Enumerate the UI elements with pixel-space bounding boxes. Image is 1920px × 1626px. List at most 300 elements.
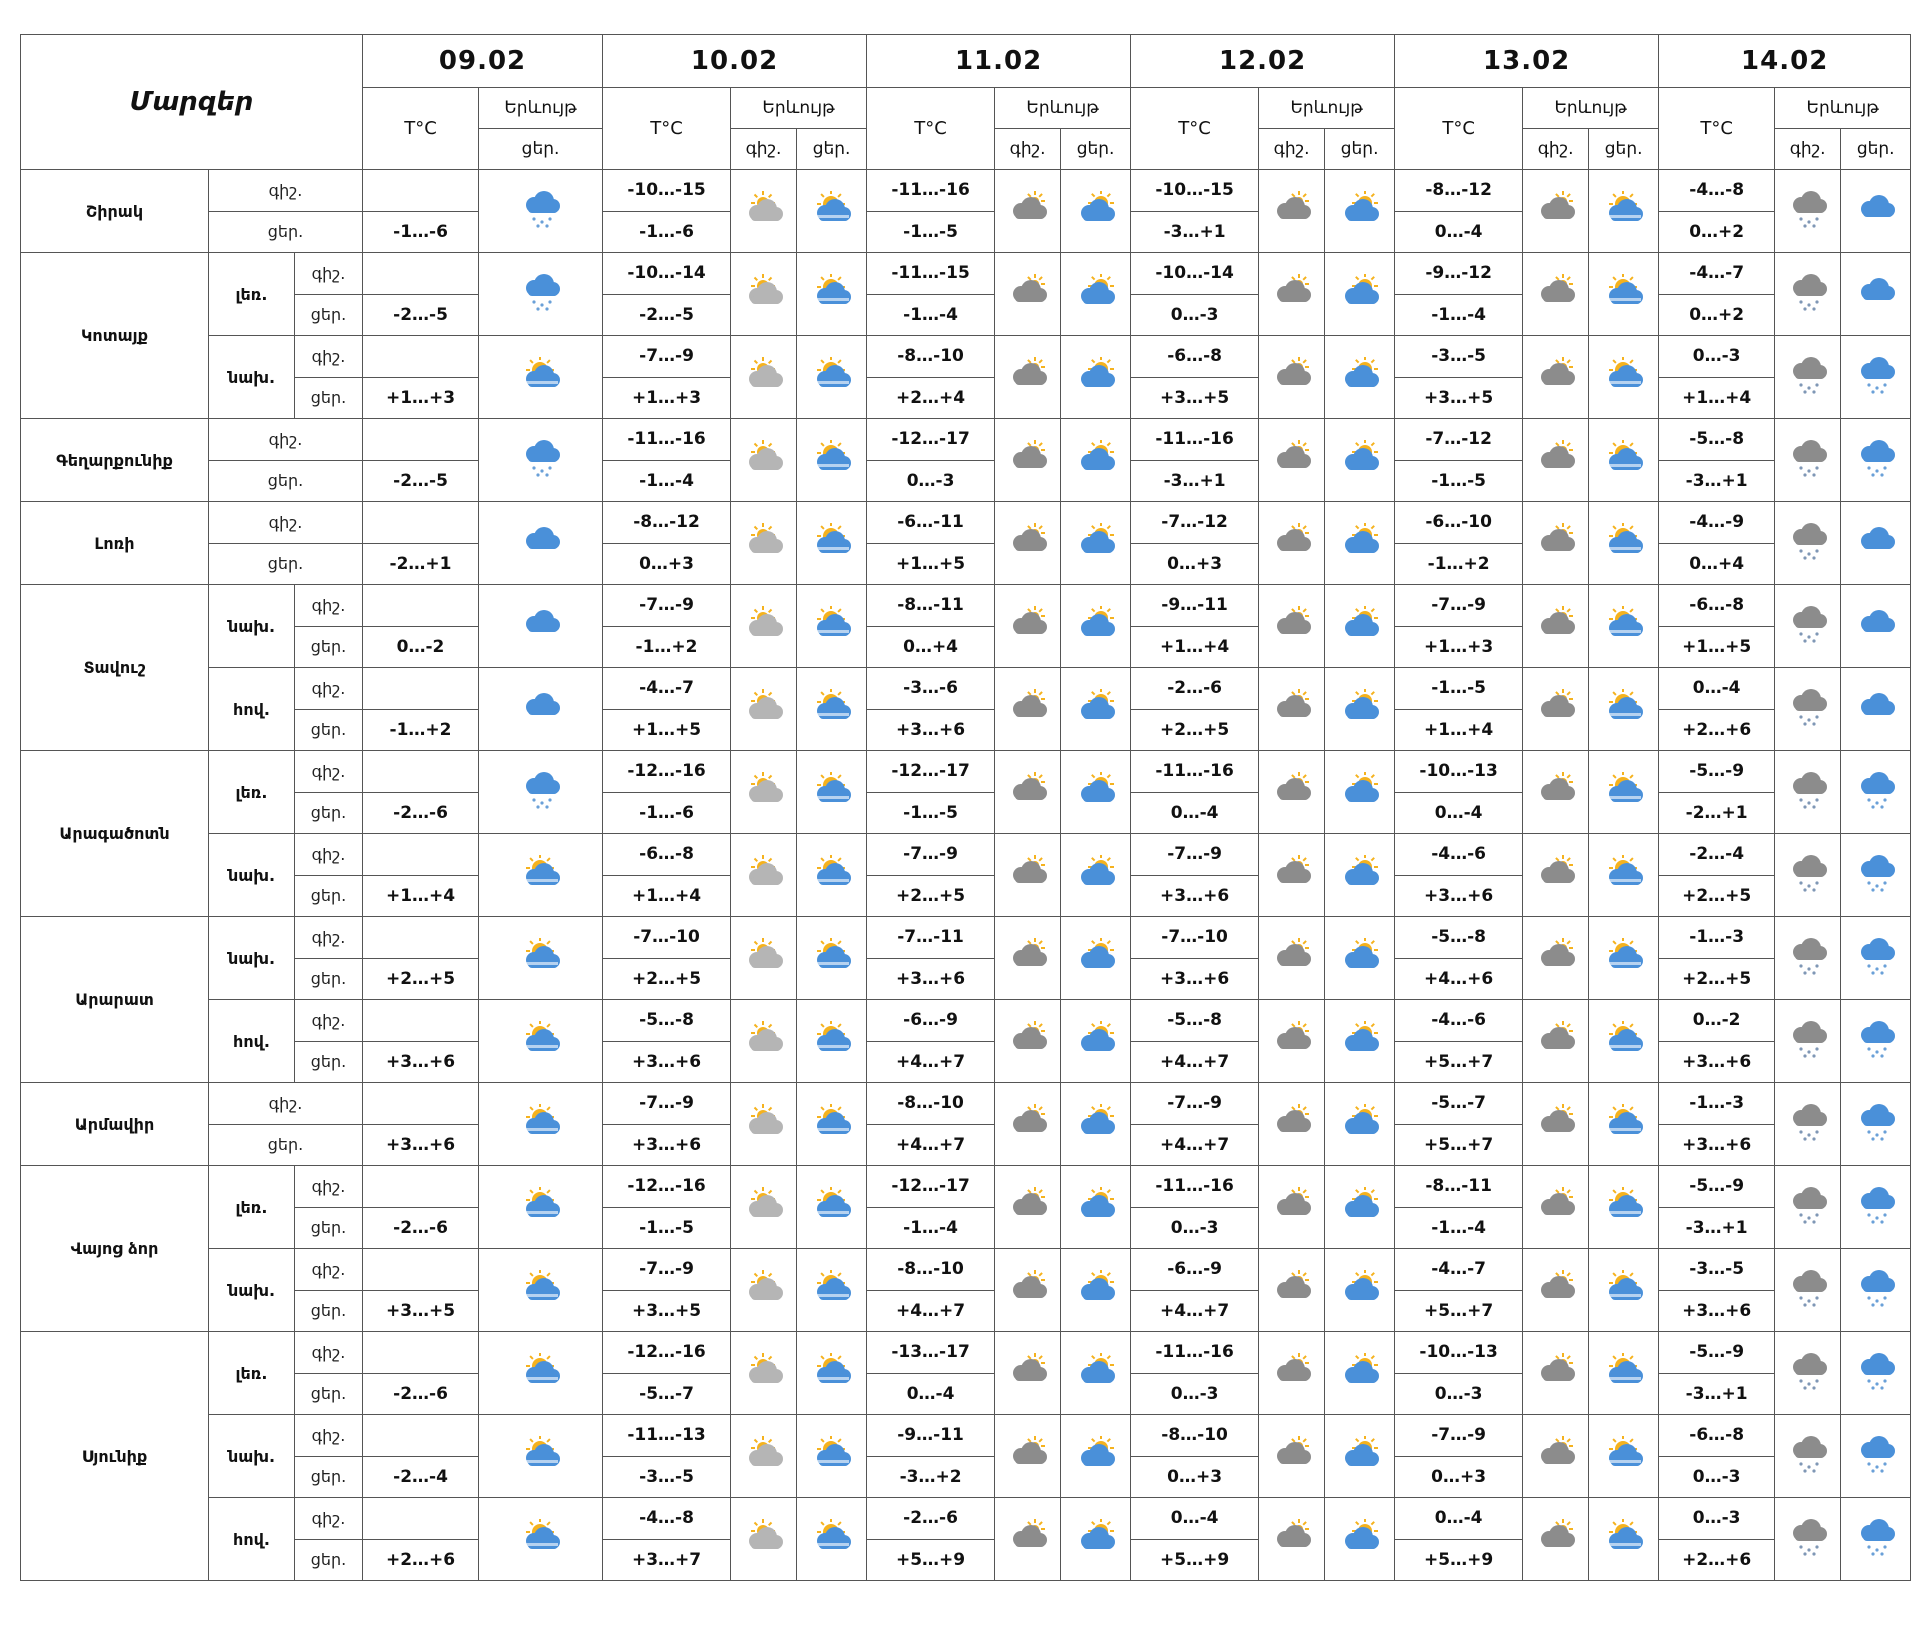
day-temp: -1…-4: [1395, 294, 1523, 336]
snow-cloud-icon: [1841, 1166, 1911, 1249]
sun-cloud-snow-icon: [1589, 170, 1659, 253]
sun-blue-cloud-icon: [1061, 419, 1131, 502]
night-temp: -8…-11: [1395, 1166, 1523, 1208]
grey-snow-cloud-icon: [1775, 419, 1841, 502]
sun-blue-cloud-icon: [1325, 1332, 1395, 1415]
day-label: ցեր.: [209, 211, 363, 253]
night-temp: -11…-16: [1131, 751, 1259, 793]
night-temp: 0…-4: [1395, 1498, 1523, 1540]
night-temp: -10…-13: [1395, 1332, 1523, 1374]
sun-blue-cloud-icon: [1325, 170, 1395, 253]
grey-cloud-icon: [995, 1249, 1061, 1332]
grey-cloud-icon: [995, 917, 1061, 1000]
night-temp: -10…-14: [603, 253, 731, 295]
temp-header: T°C: [867, 88, 995, 170]
day-temp: +5…+9: [1131, 1539, 1259, 1581]
sun-blue-cloud-icon: [1325, 585, 1395, 668]
sun-blue-cloud-icon: [1061, 1415, 1131, 1498]
grey-sun-cloud-icon: [731, 170, 797, 253]
night-temp: [363, 1000, 479, 1042]
grey-sun-cloud-icon: [731, 502, 797, 585]
day-temp: -2…-5: [363, 294, 479, 336]
night-temp: -6…-8: [1659, 1415, 1775, 1457]
phenomenon-header: Երևույթ: [995, 88, 1131, 129]
night-temp: -6…-8: [1659, 585, 1775, 627]
day-temp: +4…+7: [867, 1290, 995, 1332]
snow-cloud-icon: [1841, 336, 1911, 419]
grey-cloud-icon: [1523, 585, 1589, 668]
day-temp: 0…-3: [1131, 1207, 1259, 1249]
night-temp: -10…-15: [1131, 170, 1259, 212]
day-temp: -3…+1: [1659, 460, 1775, 502]
sun-cloud-snow-icon: [1589, 253, 1659, 336]
grey-sun-cloud-icon: [731, 834, 797, 917]
night-temp: -4…-8: [1659, 170, 1775, 212]
night-temp: -9…-11: [1131, 585, 1259, 627]
night-label: գիշ.: [295, 1498, 363, 1540]
day-temp: +3…+6: [867, 709, 995, 751]
day-temp: -2…-5: [363, 460, 479, 502]
night-temp: -6…-9: [867, 1000, 995, 1042]
sun-blue-cloud-icon: [1061, 1083, 1131, 1166]
subzone-label: լեռ.: [209, 253, 295, 336]
grey-cloud-icon: [995, 336, 1061, 419]
grey-sun-cloud-icon: [731, 253, 797, 336]
night-temp: -7…-9: [1395, 585, 1523, 627]
day-temp: -2…-6: [363, 1207, 479, 1249]
day-temp: -3…+1: [1659, 1207, 1775, 1249]
day-temp: -1…-5: [867, 792, 995, 834]
night-temp: -6…-11: [867, 502, 995, 544]
grey-sun-cloud-icon: [731, 1249, 797, 1332]
night-label: գիշ.: [295, 1249, 363, 1291]
day-temp: +3…+6: [1659, 1290, 1775, 1332]
grey-sun-cloud-icon: [731, 751, 797, 834]
day-temp: -1…-4: [867, 294, 995, 336]
night-temp: -5…-8: [1659, 419, 1775, 461]
day-temp: +2…+5: [1659, 875, 1775, 917]
sun-cloud-snow-icon: [479, 917, 603, 1000]
night-temp: 0…-3: [1659, 1498, 1775, 1540]
grey-snow-cloud-icon: [1775, 502, 1841, 585]
night-temp: [363, 502, 479, 544]
day-temp: -2…-4: [363, 1456, 479, 1498]
day-label: ցեր.: [295, 792, 363, 834]
day-temp: -1…-4: [1395, 1207, 1523, 1249]
night-label: գիշ.: [295, 834, 363, 876]
day-temp: +3…+6: [1131, 958, 1259, 1000]
day-temp: +3…+6: [867, 958, 995, 1000]
day-temp: +3…+7: [603, 1539, 731, 1581]
day-label: ցեր.: [209, 1124, 363, 1166]
grey-cloud-icon: [995, 585, 1061, 668]
night-temp: -7…-9: [603, 1083, 731, 1125]
sun-cloud-snow-icon: [797, 1083, 867, 1166]
sun-cloud-snow-icon: [1589, 419, 1659, 502]
day-temp: +4…+7: [1131, 1124, 1259, 1166]
grey-cloud-icon: [1523, 502, 1589, 585]
day-temp: -1…+2: [1395, 543, 1523, 585]
day-temp: 0…-3: [1395, 1373, 1523, 1415]
sun-blue-cloud-icon: [1061, 1166, 1131, 1249]
night-temp: -12…-16: [603, 1166, 731, 1208]
phenomenon-header: Երևույթ: [1523, 88, 1659, 129]
grey-sun-cloud-icon: [731, 1083, 797, 1166]
sun-cloud-snow-icon: [1589, 1332, 1659, 1415]
subzone-label: նախ.: [209, 336, 295, 419]
date-header: 09.02: [363, 35, 603, 88]
day-temp: +1…+4: [1395, 709, 1523, 751]
sun-cloud-snow-icon: [1589, 1415, 1659, 1498]
table-row: [21, 751, 1911, 793]
grey-cloud-icon: [1259, 834, 1325, 917]
grey-snow-cloud-icon: [1775, 668, 1841, 751]
sun-cloud-snow-icon: [479, 336, 603, 419]
grey-sun-cloud-icon: [731, 1415, 797, 1498]
grey-snow-cloud-icon: [1775, 585, 1841, 668]
day-header: ցեր.: [797, 129, 867, 170]
temp-header: T°C: [1395, 88, 1523, 170]
date-header: 10.02: [603, 35, 867, 88]
sun-blue-cloud-icon: [1325, 253, 1395, 336]
grey-cloud-icon: [1259, 1498, 1325, 1581]
day-temp: +1…+3: [1395, 626, 1523, 668]
sun-blue-cloud-icon: [1325, 1000, 1395, 1083]
blue-cloud-icon: [479, 502, 603, 585]
sun-cloud-snow-icon: [479, 834, 603, 917]
night-temp: -1…-3: [1659, 1083, 1775, 1125]
sun-cloud-snow-icon: [1589, 834, 1659, 917]
blue-cloud-icon: [1841, 253, 1911, 336]
day-temp: +3…+6: [363, 1124, 479, 1166]
day-temp: -2…-6: [363, 792, 479, 834]
day-temp: +1…+3: [603, 377, 731, 419]
night-temp: [363, 170, 479, 212]
forecast-table: [20, 34, 1911, 1581]
night-temp: -8…-10: [867, 1249, 995, 1291]
sun-blue-cloud-icon: [1061, 336, 1131, 419]
sun-blue-cloud-icon: [1061, 917, 1131, 1000]
night-label: գիշ.: [209, 170, 363, 212]
snow-cloud-icon: [1841, 419, 1911, 502]
sun-cloud-snow-icon: [797, 170, 867, 253]
night-temp: -11…-16: [1131, 1166, 1259, 1208]
date-header: 14.02: [1659, 35, 1911, 88]
grey-cloud-icon: [1259, 253, 1325, 336]
snow-cloud-icon: [1841, 834, 1911, 917]
region-name: Սյունիք: [21, 1332, 209, 1581]
night-label: գիշ.: [295, 751, 363, 793]
night-temp: -6…-8: [603, 834, 731, 876]
grey-cloud-icon: [1523, 1000, 1589, 1083]
table-row: [21, 834, 1911, 876]
grey-cloud-icon: [1259, 1166, 1325, 1249]
day-temp: -3…+2: [867, 1456, 995, 1498]
day-temp: +5…+7: [1395, 1041, 1523, 1083]
sun-blue-cloud-icon: [1325, 1415, 1395, 1498]
snow-cloud-icon: [479, 170, 603, 253]
table-row: [21, 1498, 1911, 1540]
day-temp: 0…-4: [1395, 211, 1523, 253]
sun-cloud-snow-icon: [479, 1498, 603, 1581]
sun-blue-cloud-icon: [1061, 1498, 1131, 1581]
grey-sun-cloud-icon: [731, 1000, 797, 1083]
day-temp: -1…-5: [867, 211, 995, 253]
day-temp: 0…+4: [1659, 543, 1775, 585]
day-temp: +2…+5: [603, 958, 731, 1000]
night-temp: -3…-5: [1659, 1249, 1775, 1291]
sun-blue-cloud-icon: [1325, 917, 1395, 1000]
day-temp: +3…+5: [1395, 377, 1523, 419]
grey-cloud-icon: [1523, 1249, 1589, 1332]
grey-sun-cloud-icon: [731, 917, 797, 1000]
sun-cloud-snow-icon: [1589, 668, 1659, 751]
grey-snow-cloud-icon: [1775, 1498, 1841, 1581]
sun-cloud-snow-icon: [797, 1000, 867, 1083]
subzone-label: նախ.: [209, 585, 295, 668]
night-header: գիշ.: [1523, 129, 1589, 170]
day-label: ցեր.: [295, 958, 363, 1000]
sun-cloud-snow-icon: [1589, 336, 1659, 419]
night-temp: -10…-15: [603, 170, 731, 212]
day-label: ցեր.: [295, 626, 363, 668]
day-label: ցեր.: [295, 1539, 363, 1581]
day-temp: +4…+7: [867, 1041, 995, 1083]
snow-cloud-icon: [1841, 1249, 1911, 1332]
day-temp: +1…+4: [1659, 377, 1775, 419]
night-temp: [363, 1166, 479, 1208]
night-temp: -12…-17: [867, 751, 995, 793]
night-label: գիշ.: [295, 668, 363, 710]
day-temp: 0…-3: [1131, 1373, 1259, 1415]
table-row: [21, 170, 1911, 212]
table-row: [21, 502, 1911, 544]
night-temp: -7…-10: [603, 917, 731, 959]
night-temp: -12…-16: [603, 751, 731, 793]
phenomenon-header: Երևույթ: [1259, 88, 1395, 129]
night-temp: [363, 1332, 479, 1374]
night-temp: -7…-9: [867, 834, 995, 876]
snow-cloud-icon: [479, 751, 603, 834]
day-temp: 0…+2: [1659, 294, 1775, 336]
grey-cloud-icon: [995, 1166, 1061, 1249]
night-header: գիշ.: [731, 129, 797, 170]
day-temp: 0…+3: [1395, 1456, 1523, 1498]
region-name: Գեղարքունիք: [21, 419, 209, 502]
night-temp: -6…-8: [1131, 336, 1259, 378]
grey-cloud-icon: [1523, 668, 1589, 751]
night-label: գիշ.: [295, 585, 363, 627]
night-temp: -11…-16: [867, 170, 995, 212]
grey-cloud-icon: [1523, 1415, 1589, 1498]
grey-cloud-icon: [995, 834, 1061, 917]
grey-cloud-icon: [1259, 585, 1325, 668]
blue-cloud-icon: [1841, 170, 1911, 253]
sun-cloud-snow-icon: [479, 1083, 603, 1166]
night-header: գիշ.: [1259, 129, 1325, 170]
grey-snow-cloud-icon: [1775, 917, 1841, 1000]
day-temp: -1…-5: [603, 1207, 731, 1249]
grey-cloud-icon: [1523, 419, 1589, 502]
grey-cloud-icon: [995, 751, 1061, 834]
day-temp: +2…+6: [1659, 709, 1775, 751]
sun-blue-cloud-icon: [1325, 751, 1395, 834]
night-label: գիշ.: [295, 1000, 363, 1042]
night-temp: -7…-9: [1131, 1083, 1259, 1125]
day-temp: +1…+4: [1131, 626, 1259, 668]
day-temp: -3…-5: [603, 1456, 731, 1498]
night-temp: 0…-4: [1659, 668, 1775, 710]
grey-cloud-icon: [1259, 1415, 1325, 1498]
night-label: գիշ.: [209, 419, 363, 461]
grey-cloud-icon: [1259, 751, 1325, 834]
sun-cloud-snow-icon: [797, 1332, 867, 1415]
sun-blue-cloud-icon: [1061, 585, 1131, 668]
grey-cloud-icon: [1259, 917, 1325, 1000]
sun-cloud-snow-icon: [797, 917, 867, 1000]
region-name: Վայոց ձոր: [21, 1166, 209, 1332]
night-temp: -10…-14: [1131, 253, 1259, 295]
night-temp: 0…-3: [1659, 336, 1775, 378]
day-temp: -2…-6: [363, 1373, 479, 1415]
snow-cloud-icon: [1841, 1332, 1911, 1415]
night-label: գիշ.: [295, 1415, 363, 1457]
day-header: ցեր.: [1061, 129, 1131, 170]
night-temp: -2…-4: [1659, 834, 1775, 876]
sun-blue-cloud-icon: [1325, 668, 1395, 751]
day-label: ցեր.: [295, 1290, 363, 1332]
day-temp: -2…+1: [363, 543, 479, 585]
sun-blue-cloud-icon: [1325, 419, 1395, 502]
day-temp: -1…-6: [603, 211, 731, 253]
day-temp: +3…+5: [603, 1290, 731, 1332]
subzone-label: հով.: [209, 1000, 295, 1083]
sun-blue-cloud-icon: [1061, 170, 1131, 253]
night-temp: -9…-11: [867, 1415, 995, 1457]
grey-cloud-icon: [1523, 1332, 1589, 1415]
sun-blue-cloud-icon: [1325, 1498, 1395, 1581]
day-temp: +1…+5: [603, 709, 731, 751]
day-label: ցեր.: [295, 1456, 363, 1498]
subzone-label: նախ.: [209, 1415, 295, 1498]
day-temp: -5…-7: [603, 1373, 731, 1415]
sun-blue-cloud-icon: [1325, 336, 1395, 419]
grey-cloud-icon: [1523, 1083, 1589, 1166]
grey-cloud-icon: [995, 253, 1061, 336]
day-temp: +5…+9: [867, 1539, 995, 1581]
day-temp: 0…+3: [1131, 1456, 1259, 1498]
sun-cloud-snow-icon: [797, 1249, 867, 1332]
sun-cloud-snow-icon: [797, 1498, 867, 1581]
night-temp: -2…-6: [867, 1498, 995, 1540]
night-temp: [363, 585, 479, 627]
snow-cloud-icon: [1841, 1083, 1911, 1166]
grey-cloud-icon: [995, 1332, 1061, 1415]
subzone-label: նախ.: [209, 1249, 295, 1332]
table-row: [21, 1083, 1911, 1125]
grey-cloud-icon: [1259, 1000, 1325, 1083]
grey-cloud-icon: [1523, 1166, 1589, 1249]
grey-sun-cloud-icon: [731, 585, 797, 668]
day-temp: +2…+6: [1659, 1539, 1775, 1581]
grey-cloud-icon: [995, 668, 1061, 751]
sun-blue-cloud-icon: [1061, 668, 1131, 751]
day-temp: 0…+4: [867, 626, 995, 668]
night-temp: -11…-16: [603, 419, 731, 461]
sun-cloud-snow-icon: [797, 834, 867, 917]
day-label: ցեր.: [295, 1373, 363, 1415]
night-temp: [363, 1083, 479, 1125]
night-temp: [363, 419, 479, 461]
table-row: [21, 1415, 1911, 1457]
day-temp: -3…+1: [1131, 211, 1259, 253]
day-temp: -1…+2: [363, 709, 479, 751]
day-temp: 0…-3: [1131, 294, 1259, 336]
grey-cloud-icon: [1259, 668, 1325, 751]
grey-cloud-icon: [1523, 1498, 1589, 1581]
snow-cloud-icon: [1841, 1000, 1911, 1083]
night-temp: [363, 668, 479, 710]
night-label: գիշ.: [295, 336, 363, 378]
date-header: 13.02: [1395, 35, 1659, 88]
day-temp: +5…+7: [1395, 1124, 1523, 1166]
sun-cloud-snow-icon: [797, 751, 867, 834]
day-temp: -3…+1: [1131, 460, 1259, 502]
snow-cloud-icon: [479, 419, 603, 502]
grey-cloud-icon: [1523, 917, 1589, 1000]
sun-blue-cloud-icon: [1061, 1249, 1131, 1332]
blue-cloud-icon: [479, 585, 603, 668]
night-temp: [363, 1415, 479, 1457]
blue-cloud-icon: [479, 668, 603, 751]
grey-cloud-icon: [1523, 336, 1589, 419]
grey-snow-cloud-icon: [1775, 1166, 1841, 1249]
table-row: [21, 668, 1911, 710]
day-temp: +1…+4: [603, 875, 731, 917]
night-temp: -4…-6: [1395, 1000, 1523, 1042]
temp-header: T°C: [603, 88, 731, 170]
grey-snow-cloud-icon: [1775, 170, 1841, 253]
day-temp: +2…+5: [1131, 709, 1259, 751]
forecast-container: [20, 34, 1911, 1581]
grey-cloud-icon: [1259, 336, 1325, 419]
subzone-label: հով.: [209, 1498, 295, 1581]
phenomenon-header: Երևույթ: [479, 88, 603, 129]
day-label: ցեր.: [295, 1041, 363, 1083]
grey-cloud-icon: [995, 1498, 1061, 1581]
night-temp: -12…-17: [867, 419, 995, 461]
night-header: գիշ.: [1775, 129, 1841, 170]
night-temp: -4…-7: [603, 668, 731, 710]
sun-cloud-snow-icon: [1589, 1166, 1659, 1249]
day-temp: -1…-4: [867, 1207, 995, 1249]
day-temp: +1…+3: [363, 377, 479, 419]
grey-sun-cloud-icon: [731, 419, 797, 502]
night-temp: -8…-10: [867, 336, 995, 378]
day-temp: +3…+5: [363, 1290, 479, 1332]
day-header: ցեր.: [1589, 129, 1659, 170]
day-label: ցեր.: [295, 875, 363, 917]
night-temp: -5…-9: [1659, 1332, 1775, 1374]
day-temp: +3…+6: [603, 1124, 731, 1166]
day-temp: +5…+7: [1395, 1290, 1523, 1332]
night-label: գիշ.: [295, 253, 363, 295]
regions-header: Մարզեր: [21, 35, 363, 170]
night-temp: -6…-9: [1131, 1249, 1259, 1291]
day-label: ցեր.: [209, 543, 363, 585]
grey-cloud-icon: [1259, 502, 1325, 585]
night-label: գիշ.: [295, 1332, 363, 1374]
